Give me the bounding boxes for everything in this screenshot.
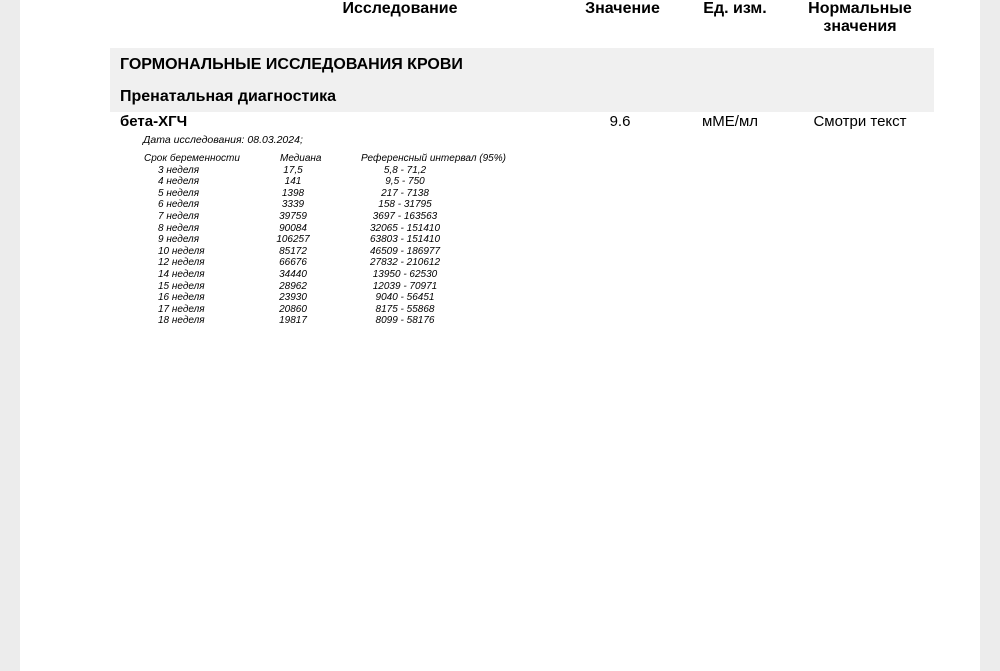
reference-term: 7 неделя [158,210,200,222]
reference-interval: 8175 - 55868 [375,303,435,315]
reference-median: 1398 [281,187,305,199]
reference-term: 10 неделя [158,245,205,257]
reference-median: 106257 [276,234,310,246]
reference-interval: 32065 - 151410 [369,222,441,234]
column-header-norm-line2: значения [823,18,897,35]
reference-term: 5 неделя [158,187,200,199]
reference-interval: 5,8 - 71,2 [383,164,427,176]
reference-term: 17 неделя [158,303,205,315]
reference-header-term: Срок беременности [144,153,240,164]
test-value: 9.6 [609,113,631,130]
reference-header-interval: Референсный интервал (95%) [361,153,506,164]
reference-median: 20860 [279,303,307,315]
reference-interval: 12039 - 70971 [372,280,438,292]
test-name: бета-ХГЧ [120,113,188,130]
reference-term: 8 неделя [158,222,200,234]
test-date: Дата исследования: 08.03.2024; [143,134,303,146]
reference-term: 18 неделя [158,315,205,327]
section-title: ГОРМОНАЛЬНЫЕ ИССЛЕДОВАНИЯ КРОВИ [120,56,463,73]
subsection-title: Пренатальная диагностика [120,88,337,105]
reference-interval: 217 - 7138 [381,187,429,199]
reference-term: 6 неделя [158,199,200,211]
reference-header-median: Медиана [280,153,322,164]
reference-interval: 46509 - 186977 [369,245,441,257]
reference-term: 14 неделя [158,268,205,280]
reference-term: 3 неделя [158,164,200,176]
reference-median: 66676 [279,257,307,269]
reference-median: 3339 [281,199,305,211]
column-header-value: Значение [585,0,660,17]
column-header-norm-line1: Нормальные [808,0,912,17]
reference-term: 15 неделя [158,280,205,292]
test-norm: Смотри текст [813,113,907,130]
reference-median: 17,5 [283,164,303,176]
reference-median: 39759 [279,210,307,222]
reference-median: 28962 [279,280,307,292]
reference-median: 141 [284,176,302,188]
column-header-unit: Ед. изм. [703,0,767,17]
reference-term: 4 неделя [158,176,200,188]
reference-term: 16 неделя [158,292,205,304]
reference-median: 90084 [279,222,307,234]
reference-median: 19817 [279,315,307,327]
reference-interval: 3697 - 163563 [372,210,438,222]
reference-median: 85172 [279,245,307,257]
column-header-norm [795,0,925,36]
test-unit: мМЕ/мл [701,113,759,130]
column-header-study: Исследование [342,0,458,17]
reference-term: 9 неделя [158,234,200,246]
reference-median: 23930 [279,292,307,304]
reference-interval: 13950 - 62530 [372,268,438,280]
report-page [20,0,980,671]
reference-median: 34440 [279,268,307,280]
reference-interval: 9,5 - 750 [385,176,425,188]
reference-interval: 158 - 31795 [378,199,432,211]
reference-interval: 8099 - 58176 [375,315,435,327]
reference-interval: 9040 - 56451 [375,292,435,304]
reference-interval: 27832 - 210612 [369,257,441,269]
reference-interval: 63803 - 151410 [369,234,441,246]
reference-term: 12 неделя [158,257,205,269]
